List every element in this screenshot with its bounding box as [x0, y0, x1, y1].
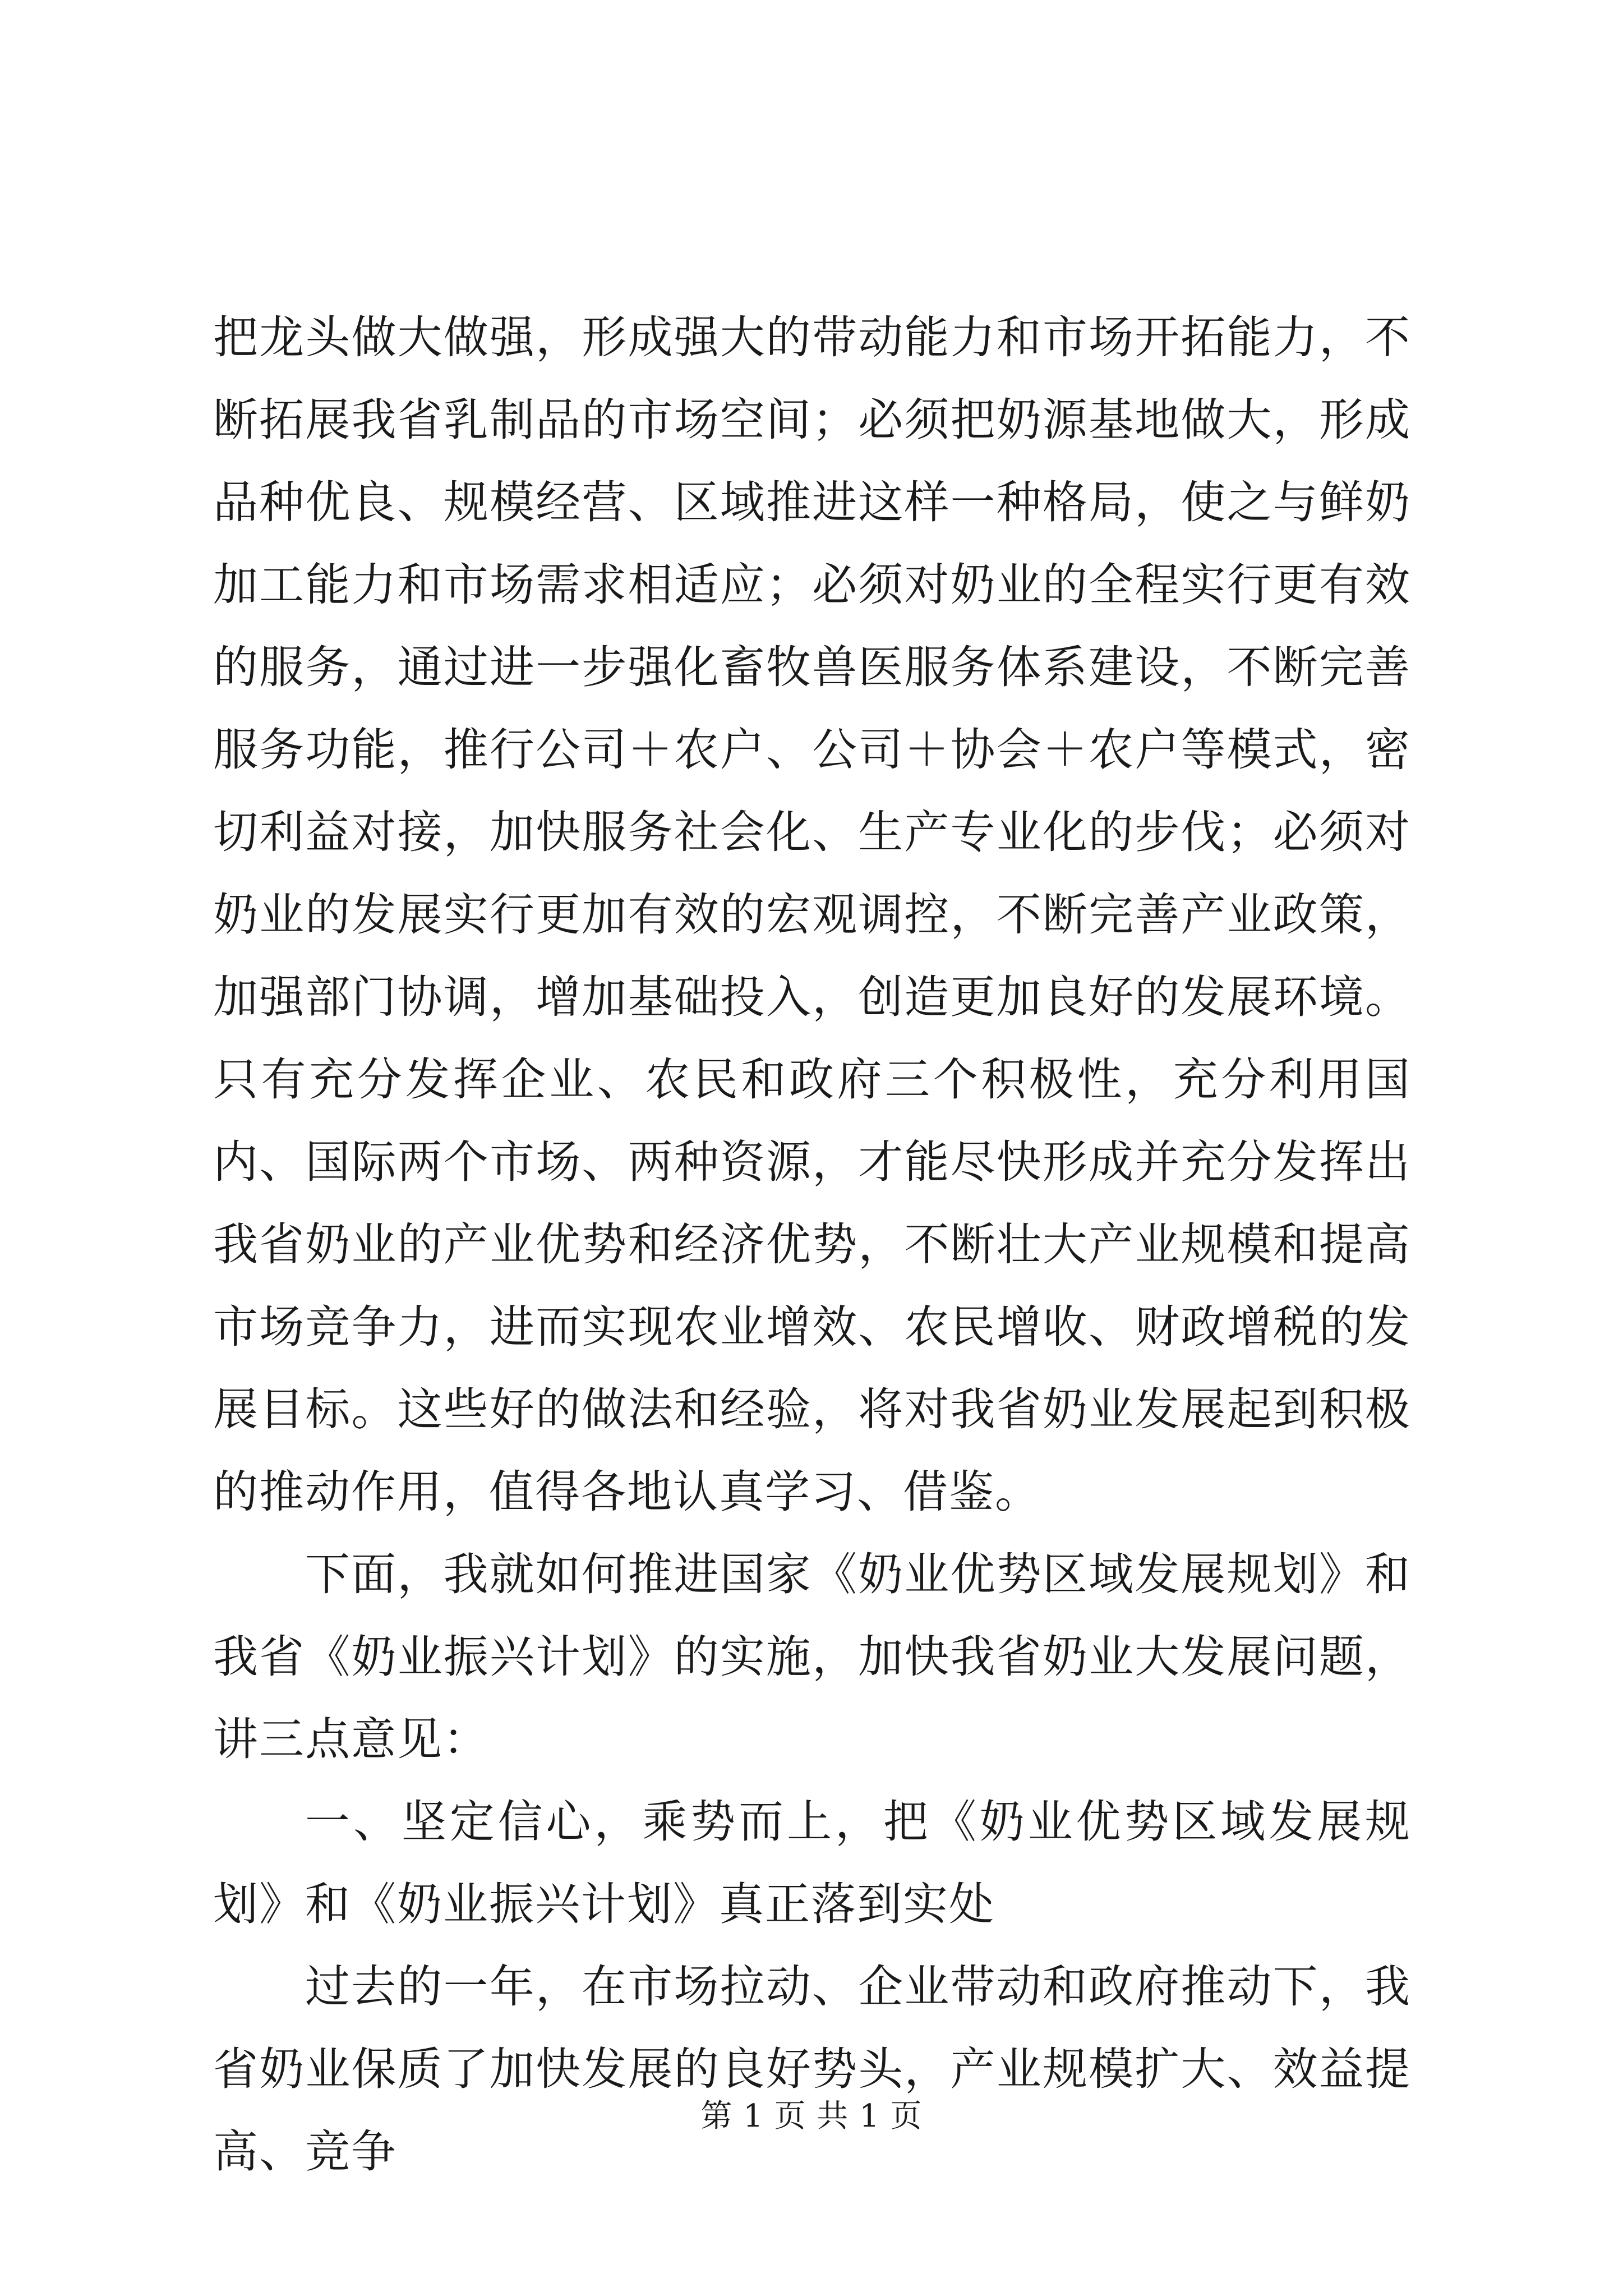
section-heading-1: 一、坚定信心，乘势而上，把《奶业优势区域发展规划》和《奶业振兴计划》真正落到实处 — [213, 1796, 1411, 1930]
page-footer: 第 1 页 共 1 页 — [700, 2098, 923, 2134]
paragraph-1: 把龙头做大做强，形成强大的带动能力和市场开拓能力，不断拓展我省乳制品的市场空间；必须把奶源基地做大，形成品种优良、规模经营、区域推进这样一种格局，使之与鲜奶加工能力和市场需求相适应；必须对奶业的全程实行更有效的服务，通过进一步强化畜牧兽医服务体系建设，不断完善服务功能，推行公司＋农户、公司＋协会＋农户等模式，密切利益对接，加快服务社会化、生产专业化的步伐；必须对奶业的发展实行更加有效的宏观调控，不断完善产业政策，加强部门协调，增加基础投入，创造更加良好的发展环境。只有充分发挥企业、农民和政府三个积极性，充分利用国内、国际两个市场、两种资源，才能尽快形成并充分发挥出我省奶业的产业优势和经济优势，不断壮大产业规模和提高市场竞争力，进而实现农业增效、农民增收、财政增税的发展目标。这些好的做法和经验，将对我省奶业发展起到积极的推动作用，值得各地认真学习、借鉴。 — [213, 311, 1411, 1518]
paragraph-2: 下面，我就如何推进国家《奶业优势区域发展规划》和我省《奶业振兴计划》的实施，加快我省奶业大发展问题，讲三点意见： — [213, 1548, 1411, 1765]
paragraph-3: 过去的一年，在市场拉动、企业带动和政府推动下，我省奶业保质了加快发展的良好势头，产业规模扩大、效益提高、竞争 — [213, 1961, 1411, 2178]
document-body — [213, 296, 1411, 2193]
